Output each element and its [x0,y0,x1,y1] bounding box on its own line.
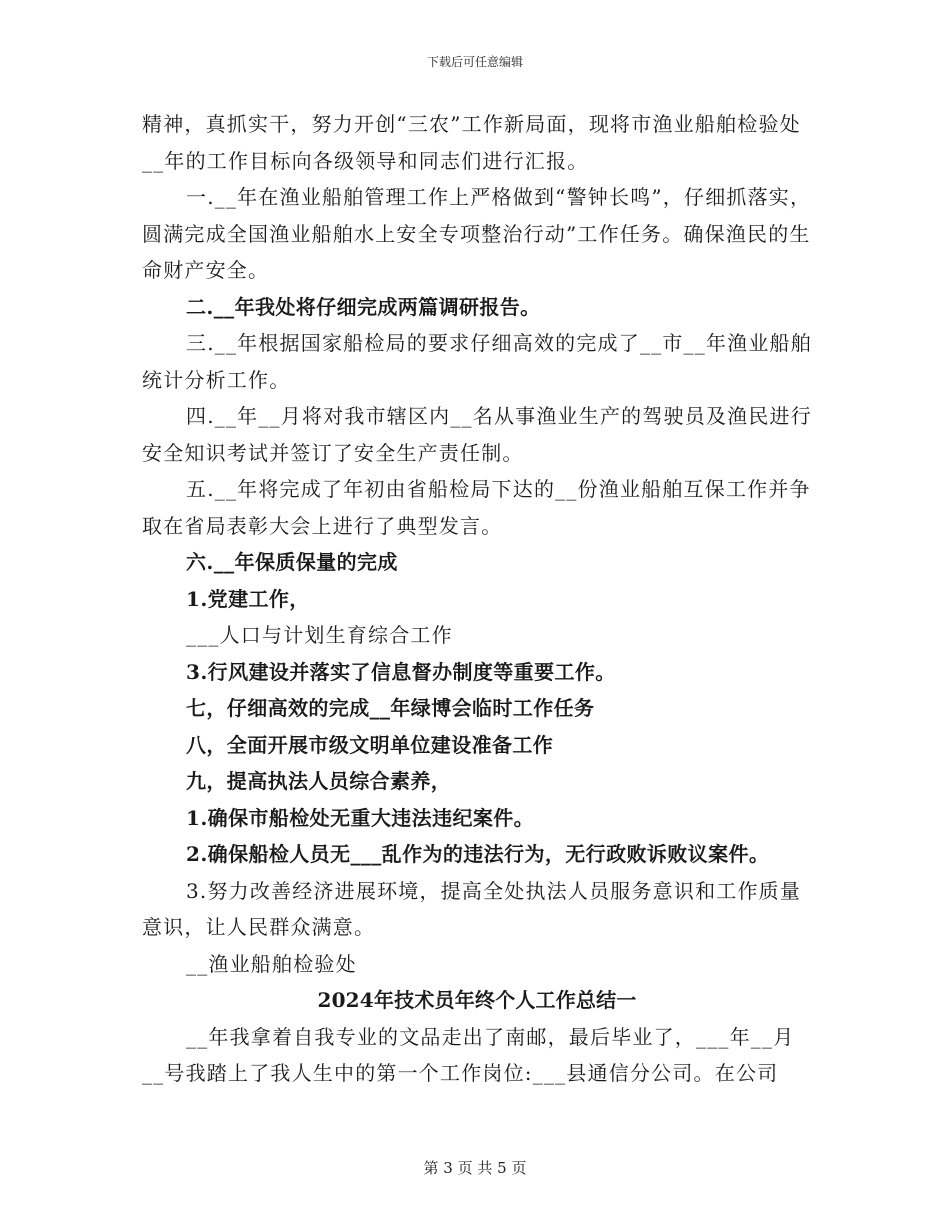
section-title: 2024年技术员年终个人工作总结一 [317,988,637,1012]
paragraph-item-9-3: 3.努力改善经济进展环境，提高全处执法人员服务意识和工作质量意识，让人民群众满意。 [142,878,802,939]
paragraph-item-7: 七，仔细高效的完成__年绿博会临时工作任务 [186,696,595,720]
document-body [142,106,812,1092]
paragraph-item-6: 六.__年保质保量的完成 [186,550,398,574]
paragraph-item-1: 一.__年在渔业船舶管理工作上严格做到“警钟长鸣”，仔细抓落实，圆满完成全国渔业船舶水上安全专项整治行动”工作任务。确保渔民的生命财产安全。 [142,185,812,282]
paragraph-item-6-3: 3.行风建设并落实了信息督办制度等重要工作。 [186,659,616,684]
page-header: 下载后可任意编辑 [426,55,523,69]
signature-line: __渔业船舶检验处 [186,951,357,976]
paragraph-item-6-2: ___人口与计划生育综合工作 [186,623,453,647]
paragraph-item-9-2: 2.确保船检人员无___乱作为的违法行为，无行政败诉败议案件。 [186,842,770,866]
paragraph-item-9: 九，提高执法人员综合素养， [186,769,452,793]
paragraph-item-4: 四.__年__月将对我市辖区内__名从事渔业生产的驾驶员及渔民进行安全知识考试并签订了安全生产责任制。 [142,404,812,465]
page-footer: 第 3 页 共 5 页 [423,1159,527,1177]
paragraph-item-6-1: 1.党建工作， [186,586,310,611]
paragraph-item-3: 三.__年根据国家船检局的要求仔细高效的完成了__市__年渔业船舶统计分析工作。 [142,331,812,392]
paragraph-item-2: 二.__年我处将仔细完成两篇调研报告。 [186,294,541,319]
paragraph-item-5: 五.__年将完成了年初由省船检局下达的__份渔业船舶互保工作并争取在省局表彰大会上进行了典型发言。 [142,477,811,538]
paragraph-summary-start: __年我拿着自我专业的文品走出了南邮，最后毕业了，___年__月__号我踏上了我人生中的第一个工作岗位:___县通信分公司。在公司 [142,1024,795,1085]
paragraph-intro: 精神，真抓实干，努力开创“三农”工作新局面，现将市渔业船舶检验处__年的工作目标向各级领导和同志们进行汇报。 [142,112,801,173]
paragraph-item-9-1: 1.确保市船检处无重大违法违纪案件。 [186,805,535,830]
paragraph-item-8: 八，全面开展市级文明单位建设准备工作 [186,732,554,757]
